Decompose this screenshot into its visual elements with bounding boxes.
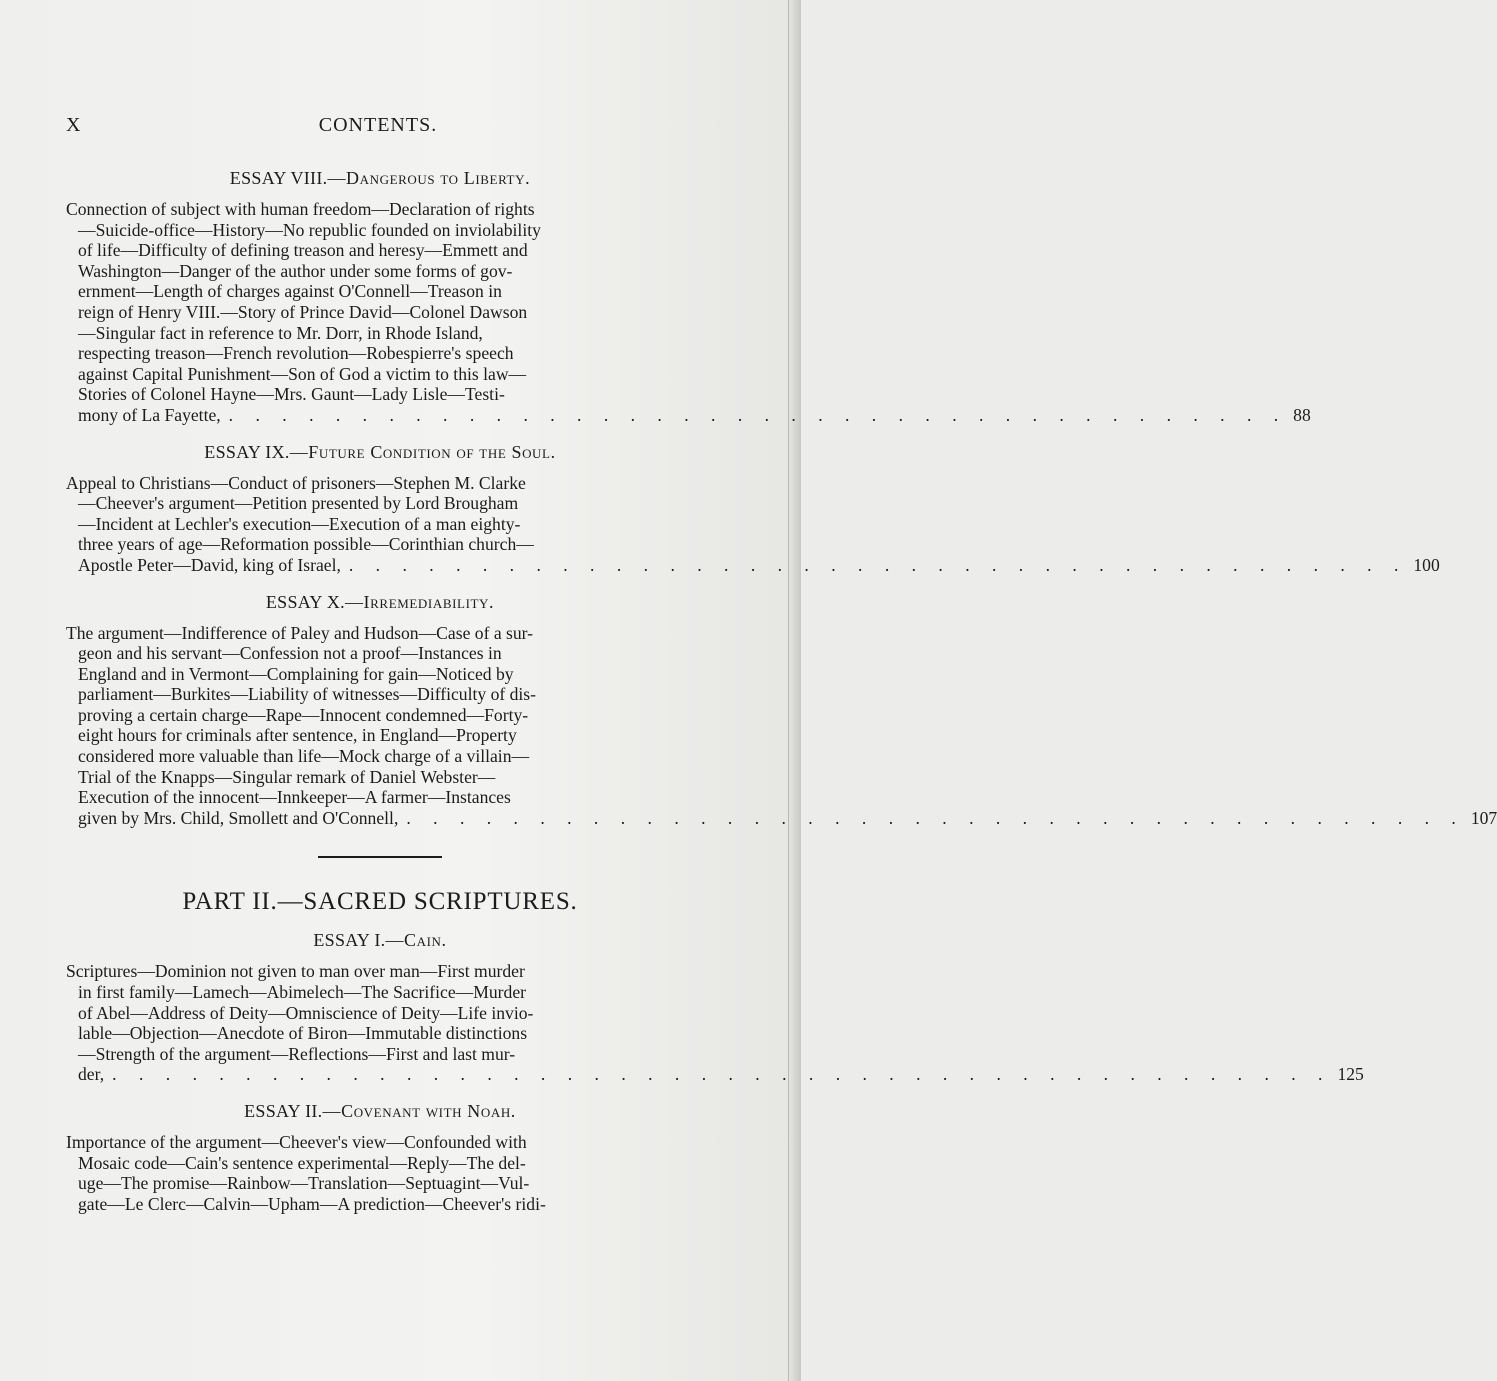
entry-line: Execution of the innocent—Innkeeper—A farmer—Instances (78, 787, 511, 808)
dot-leader: . . . . . . . . . . . . . . . . . . . . . . . . . . . . . . . . . . . . . . . . . . . . . . (112, 1064, 1332, 1085)
entry-line: ernment—Length of charges against O'Connell—Treason in (78, 281, 502, 302)
essay-number: ESSAY I. (313, 930, 386, 951)
running-head (66, 114, 690, 144)
entry-line: respecting treason—French revolution—Robespierre's speech (78, 343, 514, 364)
entry-line: Importance of the argument—Cheever's view—Confounded with (66, 1132, 527, 1152)
entry-line: three years of age—Reformation possible—Corinthian church— (78, 534, 534, 555)
entry-line: in first family—Lamech—Abimelech—The Sacrifice—Murder (78, 982, 526, 1003)
entry-line: reign of Henry VIII.—Story of Prince David—Colonel Dawson (78, 301, 528, 322)
part-heading: PART II.—SACRED SCRIPTURES. (182, 888, 578, 916)
entry-line: considered more valuable than life—Mock charge of a villain— (78, 746, 530, 767)
entry-last-line: der, . . . . . . . . . . . . . . . . . . . . . . . . . . . . . . . . . . . . . . . . . . . . . . 125 (78, 1064, 1364, 1085)
entry-line: England and in Vermont—Complaining for gain—Noticed by (78, 663, 514, 684)
entry-line: Scriptures—Dominion not given to man over man—First murder (66, 961, 525, 982)
dot-leader: . . . . . . . . . . . . . . . . . . . . . . . . . . . . . . . . . . . . . . . . (348, 554, 1408, 575)
page-number: 125 (1337, 1064, 1364, 1085)
entry-line: Washington—Danger of the author under some forms of gov- (78, 260, 513, 281)
essay-number: ESSAY II. (244, 1101, 323, 1121)
entry-line: eight hours for criminals after sentence, in England—Property (78, 725, 517, 746)
entry-line: parliament—Burkites—Liability of witnesses—Difficulty of dis- (78, 684, 537, 705)
entry-line: —Incident at Lechler's execution—Execution of a man eighty- (78, 513, 521, 534)
entry-line: Mosaic code—Cain's sentence experimental—Reply—The del- (78, 1152, 526, 1173)
essay-heading (66, 1101, 694, 1122)
section-divider (318, 856, 442, 858)
essay-subtitle: —Future Condition of the Soul. (289, 441, 556, 462)
essay-entry (66, 961, 1364, 1085)
entry-line: —Cheever's argument—Petition presented by Lord Brougham (78, 493, 519, 514)
essay-heading (66, 930, 694, 951)
entry-line: gate—Le Clerc—Calvin—Upham—A prediction—Cheever's ridi- (78, 1193, 546, 1214)
essay-entry (66, 1132, 694, 1214)
entry-line: of Abel—Address of Deity—Omniscience of Deity—Life invio- (78, 1002, 534, 1023)
entry-line: Trial of the Knapps—Singular remark of Daniel Webster— (78, 766, 496, 787)
page-number: 88 (1293, 404, 1311, 425)
essay-entry (66, 622, 1497, 829)
entry-line: lable—Objection—Anecdote of Biron—Immutable distinctions (78, 1023, 528, 1044)
essay-heading (66, 592, 694, 613)
entry-line: Stories of Colonel Hayne—Mrs. Gaunt—Lady Lisle—Testi- (78, 384, 505, 405)
essay-heading (66, 442, 694, 463)
entry-line: Appeal to Christians—Conduct of prisoners—Stephen M. Clarke (66, 472, 526, 493)
page-title: CONTENTS. (318, 114, 438, 136)
entry-line: of life—Difficulty of defining treason and heresy—Emmett and (78, 240, 528, 261)
entry-line: —Suicide-office—History—No republic founded on inviolability (78, 219, 541, 240)
entry-line: against Capital Punishment—Son of God a victim to this law— (78, 363, 527, 384)
entry-last-line: given by Mrs. Child, Smollett and O'Connell, . . . . . . . . . . . . . . . . . . . . . . . . . . . . . . . . . . . . . . . . 107 (78, 807, 1497, 828)
entry-line: uge—The promise—Rainbow—Translation—Septuagint—Vul- (78, 1173, 530, 1194)
entry-line: The argument—Indifference of Paley and Hudson—Case of a sur- (66, 622, 534, 643)
entry-line: proving a certain charge—Rape—Innocent condemned—Forty- (78, 704, 529, 725)
essay-subtitle: —Dangerous to Liberty. (327, 168, 531, 188)
essay-entry (66, 472, 1440, 576)
contents-body (66, 164, 1497, 1230)
dot-leader: . . . . . . . . . . . . . . . . . . . . . . . . . . . . . . . . . . . . . . . . (228, 404, 1288, 425)
entry-line: geon and his servant—Confession not a proof—Instances in (78, 643, 502, 664)
page-edge (788, 0, 801, 1381)
dot-leader: . . . . . . . . . . . . . . . . . . . . . . . . . . . . . . . . . . . . . . . . (406, 807, 1465, 828)
page-number: 107 (1470, 807, 1497, 828)
essay-number: ESSAY VIII. (229, 168, 328, 188)
entry-line: —Strength of the argument—Reflections—First and last mur- (78, 1043, 516, 1064)
essay-subtitle: —Cain. (385, 930, 447, 951)
page-folio: X (66, 114, 81, 136)
essay-subtitle: —Irremediability. (344, 591, 495, 612)
page-number: 100 (1413, 554, 1440, 575)
essay-subtitle: —Covenant with Noah. (322, 1101, 516, 1121)
essay-entry (66, 199, 1311, 426)
essay-heading (66, 168, 694, 189)
entry-line: Connection of subject with human freedom—Declaration of rights (66, 199, 535, 219)
entry-last-line: mony of La Fayette, . . . . . . . . . . . . . . . . . . . . . . . . . . . . . . . . . . . . . . . . 88 (78, 404, 1311, 425)
essay-number: ESSAY X. (265, 591, 345, 612)
entry-last-line: Apostle Peter—David, king of Israel, . . . . . . . . . . . . . . . . . . . . . . . . . . . . . . . . . . . . . . . . 100 (78, 554, 1440, 575)
entry-line: —Singular fact in reference to Mr. Dorr, in Rhode Island, (78, 322, 483, 343)
essay-number: ESSAY IX. (204, 441, 290, 462)
